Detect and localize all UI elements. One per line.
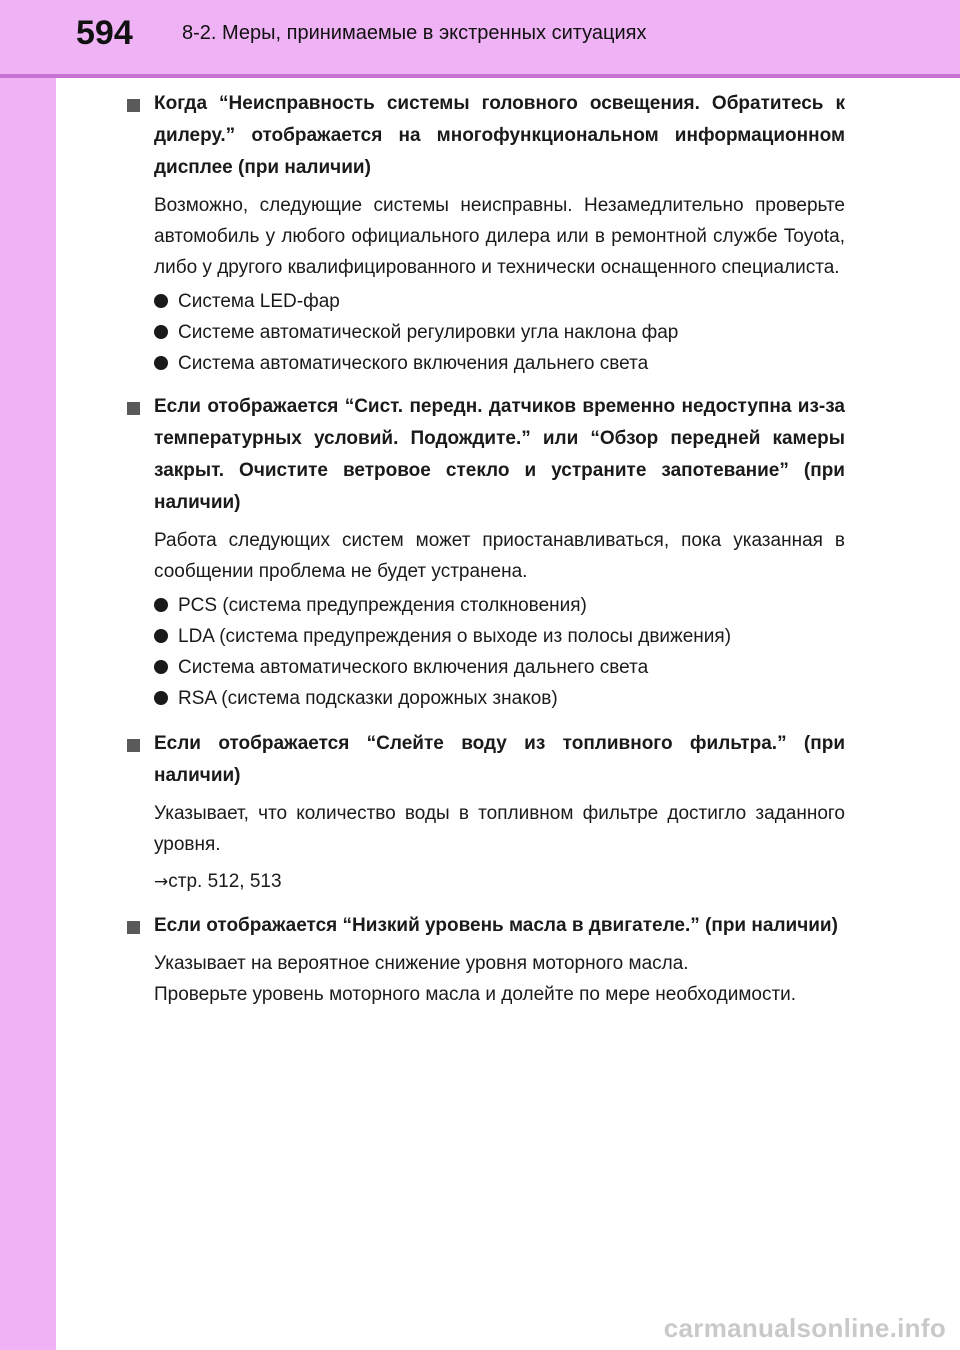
section-heading-text: Если отображается “Слейте воду из топливного фильтра.” (при наличии) [154, 733, 845, 786]
section-heading [127, 910, 845, 942]
page-reference-text[interactable]: стр. 512, 513 [168, 871, 282, 892]
section-low-engine-oil [127, 910, 845, 1010]
watermark: carmanualsonline.info [663, 1313, 946, 1343]
page-reference[interactable] [154, 866, 845, 898]
bullet-dot-icon [154, 660, 168, 674]
header-divider [0, 74, 960, 78]
section-paragraph: Указывает на вероятное снижение уровня моторного масла. [154, 953, 689, 974]
square-bullet-icon [127, 99, 140, 112]
bullet-dot-icon [154, 294, 168, 308]
list-item-text: PCS (система предупреждения столкновения) [178, 595, 587, 616]
list-item [154, 652, 845, 683]
list-item [154, 317, 845, 348]
list-item-text: Система LED-фар [178, 291, 340, 312]
bullet-dot-icon [154, 325, 168, 339]
arrow-right-icon: → [154, 872, 169, 892]
section-headlight-malfunction [127, 88, 845, 379]
bullet-dot-icon [154, 691, 168, 705]
list-item [154, 683, 845, 714]
page-number: 594 [76, 14, 133, 52]
section-paragraph: Указывает, что количество воды в топливном фильтре достигло заданного уровня. [154, 803, 845, 855]
section-heading [127, 88, 845, 184]
chapter-title: 8-2. Меры, принимаемые в экстренных ситуациях [182, 22, 647, 44]
bullet-list [154, 286, 845, 379]
bullet-dot-icon [154, 598, 168, 612]
list-item [154, 286, 845, 317]
section-heading [127, 391, 845, 519]
list-item-text: LDA (система предупреждения о выходе из полосы движения) [178, 626, 732, 647]
bullet-dot-icon [154, 629, 168, 643]
section-heading-text: Если отображается “Низкий уровень масла в двигателе.” (при наличии) [154, 915, 838, 936]
section-paragraph: Возможно, следующие системы неисправны. Незамедлительно проверьте автомобиль у любого официального дилера или в ремонтной службе Toyota, либо у другого квалифицированного и технически оснащенного специалиста. [154, 195, 845, 278]
list-item [154, 348, 845, 379]
square-bullet-icon [127, 739, 140, 752]
section-heading-text: Когда “Неисправность системы головного освещения. Обратитесь к дилеру.” отображается на многофункциональном информационном дисплее (при наличии) [154, 93, 845, 178]
list-item [154, 621, 845, 652]
list-item-text: Система автоматического включения дальнего света [178, 657, 649, 678]
list-item-text: Система автоматического включения дальнего света [178, 353, 649, 374]
list-item-text: RSA (система подсказки дорожных знаков) [178, 688, 558, 709]
square-bullet-icon [127, 921, 140, 934]
section-fuel-filter-water [127, 728, 845, 898]
section-front-sensors-unavailable [127, 391, 845, 714]
section-heading-text: Если отображается “Сист. передн. датчиков временно недоступна из-за температурных условий. Подождите.” или “Обзор передней камеры закрыт. Очистите ветровое стекло и устраните запотевание” (при наличии) [154, 396, 845, 513]
list-item-text: Системе автоматической регулировки угла наклона фар [178, 322, 679, 343]
section-paragraph: Проверьте уровень моторного масла и долейте по мере необходимости. [154, 984, 797, 1005]
page-content [127, 88, 845, 1010]
square-bullet-icon [127, 402, 140, 415]
bullet-dot-icon [154, 356, 168, 370]
section-heading [127, 728, 845, 792]
list-item [154, 590, 845, 621]
side-tab-band [0, 0, 56, 1350]
section-paragraph: Работа следующих систем может приостанавливаться, пока указанная в сообщении проблема не будет устранена. [154, 530, 845, 582]
bullet-list [154, 590, 845, 714]
